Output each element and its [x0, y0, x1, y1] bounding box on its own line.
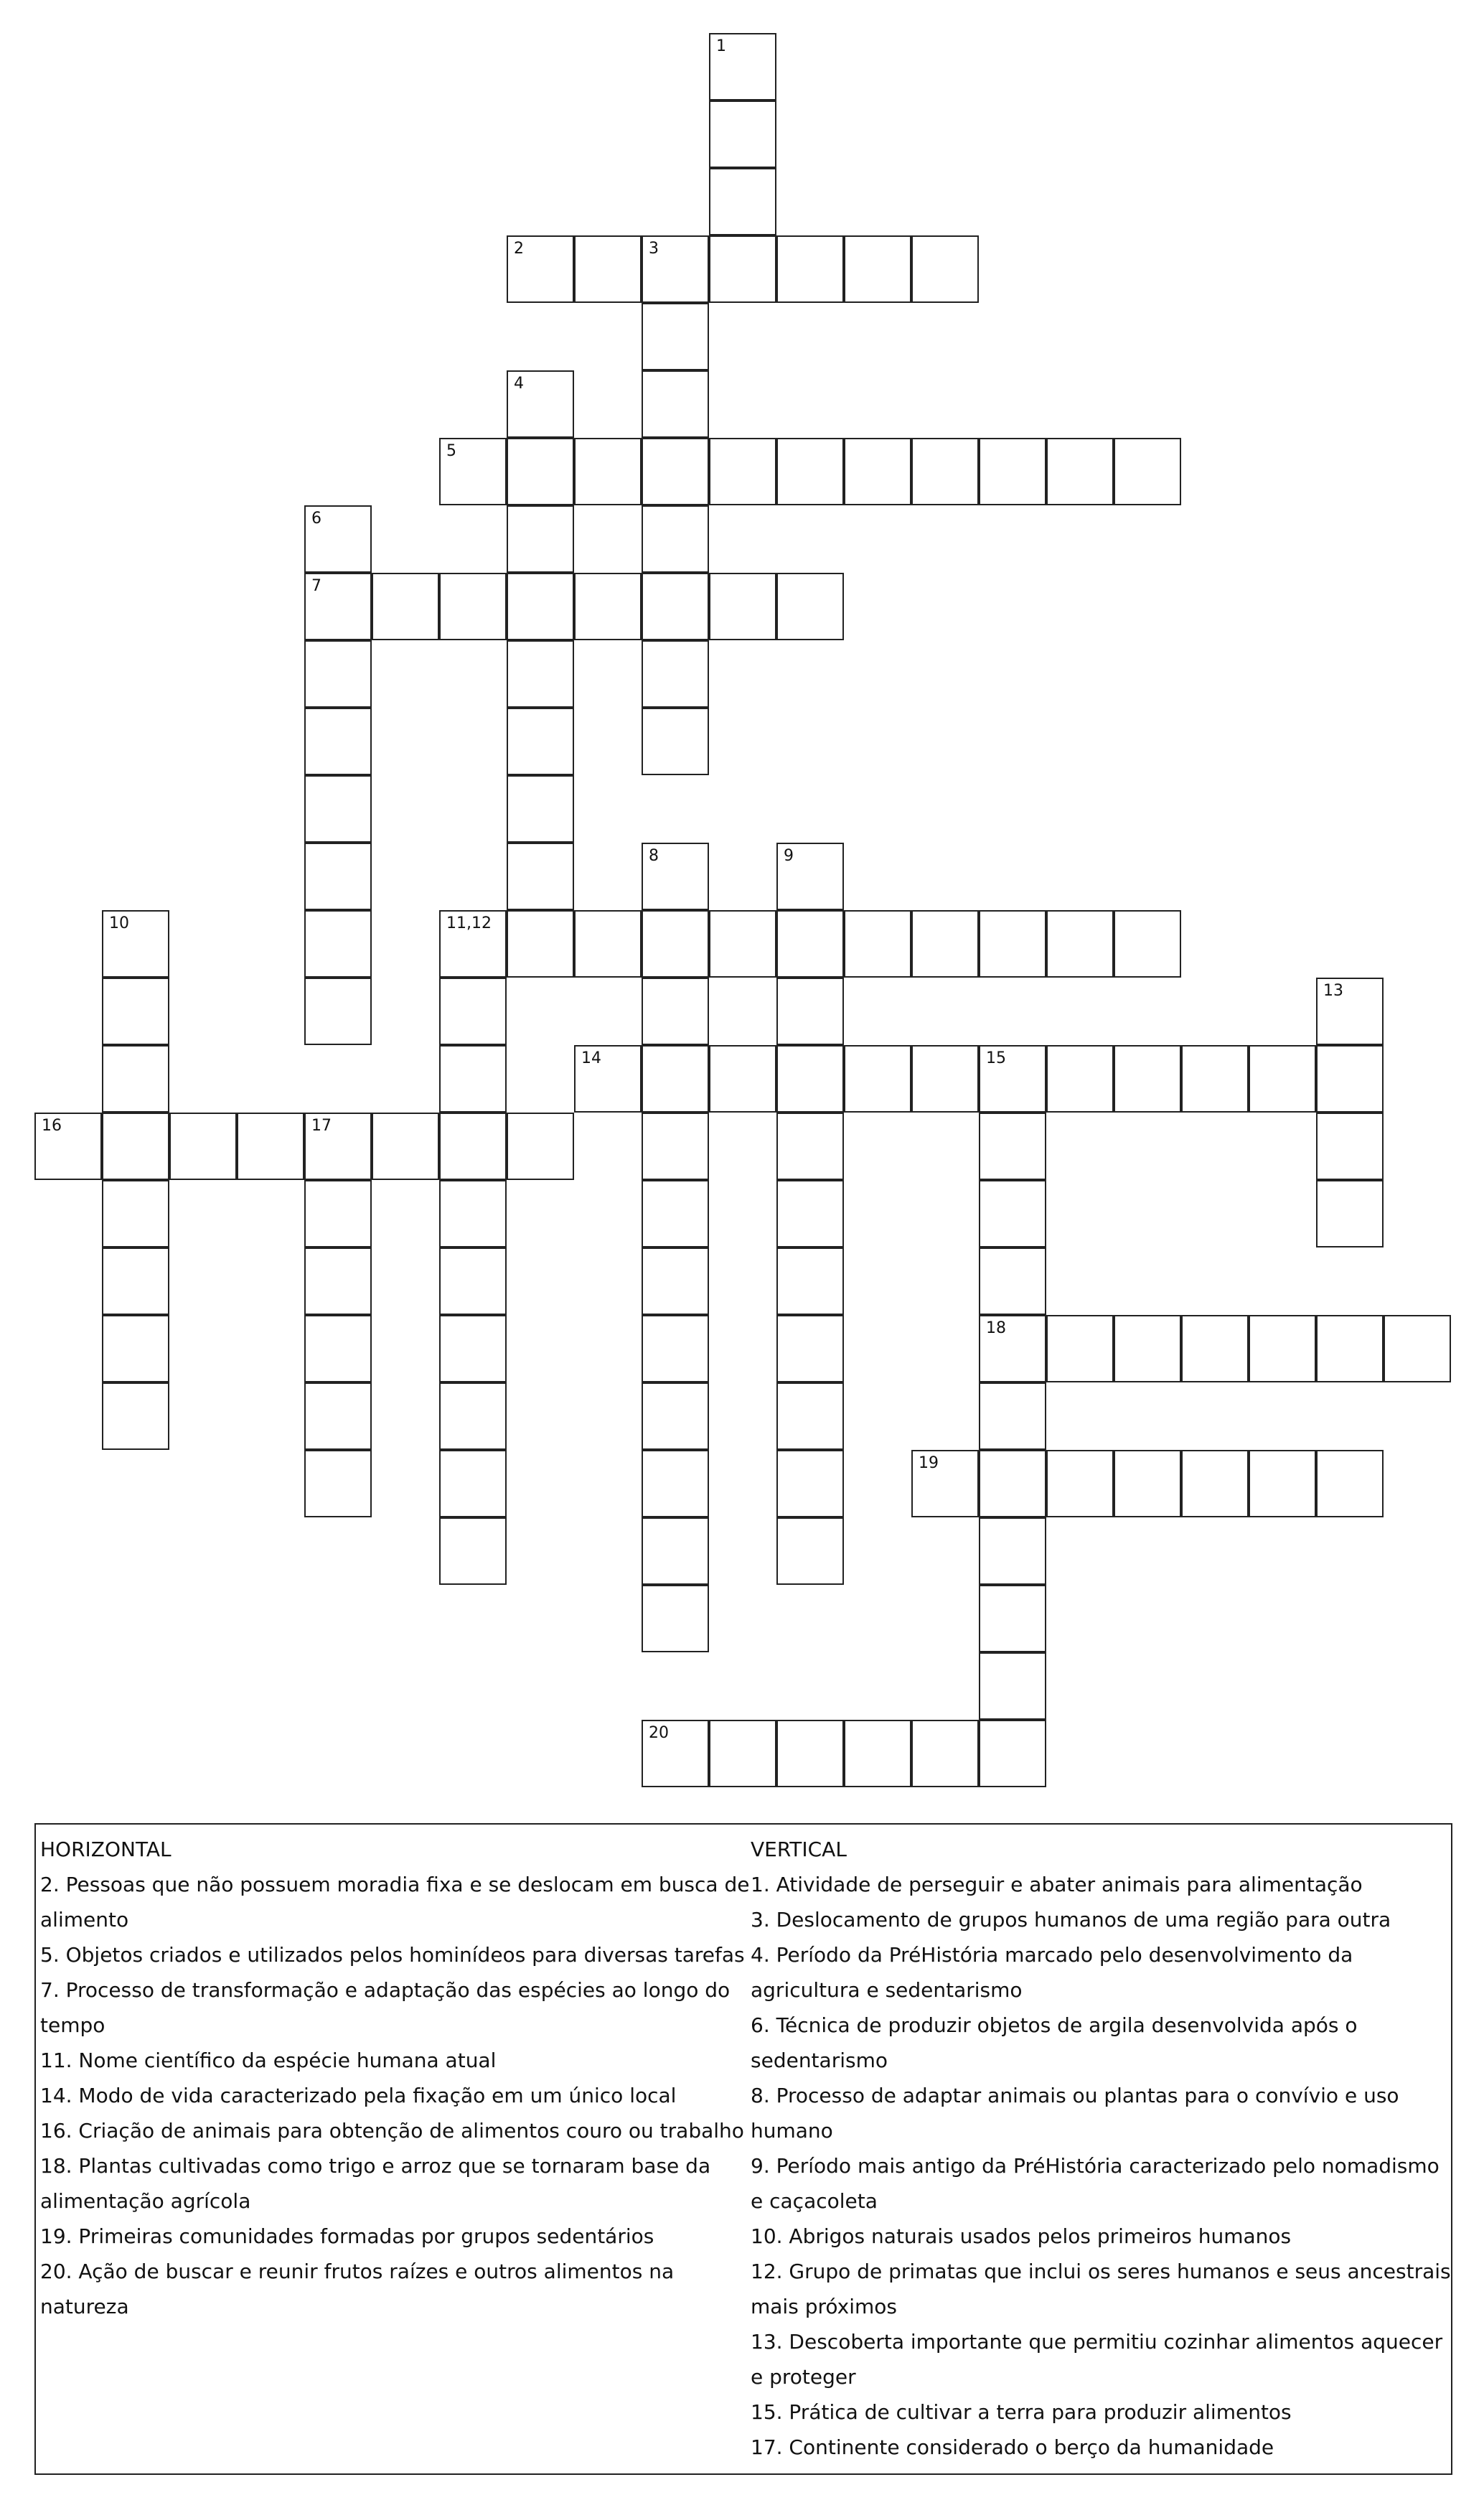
- grid-cell[interactable]: [1114, 1315, 1181, 1382]
- clue-number: 11,12: [446, 914, 492, 932]
- grid-cell[interactable]: [507, 438, 574, 505]
- clue-number: 7: [311, 577, 321, 595]
- grid-cell[interactable]: [1249, 1315, 1316, 1382]
- grid-cell[interactable]: [1316, 1450, 1384, 1517]
- clue-number: 13: [1323, 982, 1343, 1000]
- clue-item: 8. Processo de adaptar animais ou plantas para o convívio e uso humano: [751, 2084, 1399, 2143]
- clue-item: 17. Continente considerado o berço da humanidade: [751, 2435, 1274, 2459]
- horizontal-clues: [40, 1832, 751, 2324]
- grid-cell[interactable]: [507, 573, 574, 640]
- clue-number: 6: [311, 510, 321, 528]
- grid-cell[interactable]: [439, 573, 507, 640]
- grid-cell[interactable]: [642, 370, 709, 438]
- grid-cell[interactable]: [709, 438, 776, 505]
- grid-cell[interactable]: [776, 1315, 844, 1382]
- clue-item: 11. Nome científico da espécie humana atual: [40, 2049, 497, 2072]
- grid-cell[interactable]: [709, 1045, 776, 1113]
- grid-cell[interactable]: [642, 573, 709, 640]
- grid-cell[interactable]: [776, 573, 844, 640]
- clue-item: 2. Pessoas que não possuem moradia fixa e se deslocam em busca de alimento: [40, 1873, 750, 1932]
- grid-cell[interactable]: [439, 1450, 507, 1517]
- grid-cell[interactable]: [1046, 1045, 1114, 1113]
- grid-cell[interactable]: [507, 505, 574, 573]
- grid-cell[interactable]: [979, 1652, 1046, 1720]
- grid-cell[interactable]: [304, 843, 372, 910]
- clue-number: 9: [784, 847, 794, 865]
- grid-cell[interactable]: [844, 910, 911, 978]
- grid-cell[interactable]: [776, 978, 844, 1045]
- grid-cell[interactable]: [642, 1585, 709, 1652]
- grid-cell[interactable]: [979, 910, 1046, 978]
- clue-item: 6. Técnica de produzir objetos de argila desenvolvida após o sedentarismo: [751, 2013, 1358, 2072]
- grid-cell[interactable]: [34, 1113, 102, 1180]
- grid-cell[interactable]: [776, 1045, 844, 1113]
- grid-cell[interactable]: [507, 775, 574, 843]
- grid-cell[interactable]: [304, 978, 372, 1045]
- clue-item: 1. Atividade de perseguir e abater animais para alimentação: [751, 1873, 1363, 1896]
- vertical-clue-list: [751, 1867, 1451, 2465]
- clue-number: 1: [716, 37, 726, 55]
- grid-cell[interactable]: [169, 1113, 237, 1180]
- grid-cell[interactable]: [304, 1113, 372, 1180]
- grid-cell[interactable]: [709, 33, 776, 100]
- grid-cell[interactable]: [911, 438, 979, 505]
- grid-cell[interactable]: [642, 640, 709, 708]
- grid-cell[interactable]: [237, 1113, 304, 1180]
- grid-cell[interactable]: [1316, 1315, 1384, 1382]
- grid-cell[interactable]: [439, 910, 507, 978]
- grid-cell[interactable]: [304, 1247, 372, 1315]
- clue-number: 5: [446, 442, 456, 460]
- clue-item: 3. Deslocamento de grupos humanos de uma região para outra: [751, 1908, 1391, 1932]
- clue-number: 17: [311, 1117, 332, 1135]
- clue-item: 19. Primeiras comunidades formadas por grupos sedentários: [40, 2224, 654, 2248]
- grid-cell[interactable]: [1384, 1315, 1451, 1382]
- grid-cell[interactable]: [1316, 1113, 1384, 1180]
- grid-cell[interactable]: [1046, 910, 1114, 978]
- grid-cell[interactable]: [776, 1720, 844, 1787]
- grid-cell[interactable]: [642, 1247, 709, 1315]
- grid-cell[interactable]: [574, 573, 642, 640]
- grid-cell[interactable]: [709, 1720, 776, 1787]
- grid-cell[interactable]: [642, 708, 709, 775]
- grid-cell[interactable]: [439, 1247, 507, 1315]
- grid-cell[interactable]: [1114, 438, 1181, 505]
- grid-cell[interactable]: [507, 1113, 574, 1180]
- grid-cell[interactable]: [1046, 438, 1114, 505]
- grid-cell[interactable]: [642, 505, 709, 573]
- grid-cell[interactable]: [304, 1180, 372, 1247]
- horizontal-clue-list: [40, 1867, 751, 2324]
- clue-number: 8: [649, 847, 659, 865]
- grid-cell[interactable]: [709, 235, 776, 303]
- clue-item: 18. Plantas cultivadas como trigo e arroz que se tornaram base da alimentação agrícola: [40, 2154, 711, 2213]
- grid-cell[interactable]: [439, 1045, 507, 1113]
- grid-cell[interactable]: [574, 1045, 642, 1113]
- grid-cell[interactable]: [304, 1315, 372, 1382]
- grid-cell[interactable]: [776, 1517, 844, 1585]
- grid-cell[interactable]: [844, 1045, 911, 1113]
- grid-cell[interactable]: [776, 1382, 844, 1450]
- clue-number: 19: [919, 1454, 939, 1472]
- grid-cell[interactable]: [844, 438, 911, 505]
- clue-item: 7. Processo de transformação e adaptação das espécies ao longo do tempo: [40, 1978, 731, 2037]
- grid-cell[interactable]: [642, 910, 709, 978]
- clue-item: 20. Ação de buscar e reunir frutos raízes e outros alimentos na natureza: [40, 2260, 675, 2318]
- grid-cell[interactable]: [574, 235, 642, 303]
- grid-cell[interactable]: [439, 1113, 507, 1180]
- grid-cell[interactable]: [102, 978, 169, 1045]
- grid-cell[interactable]: [642, 1113, 709, 1180]
- grid-cell[interactable]: [1046, 1450, 1114, 1517]
- grid-cell[interactable]: [1316, 1180, 1384, 1247]
- grid-cell[interactable]: [776, 1113, 844, 1180]
- clues-box: [34, 1823, 1452, 2475]
- grid-cell[interactable]: [642, 1517, 709, 1585]
- clue-item: 16. Criação de animais para obtenção de alimentos couro ou trabalho: [40, 2119, 744, 2143]
- grid-cell[interactable]: [304, 1450, 372, 1517]
- grid-cell[interactable]: [507, 843, 574, 910]
- grid-cell[interactable]: [776, 1180, 844, 1247]
- grid-cell[interactable]: [979, 1720, 1046, 1787]
- grid-cell[interactable]: [776, 235, 844, 303]
- grid-cell[interactable]: [979, 1045, 1046, 1113]
- grid-cell[interactable]: [911, 1720, 979, 1787]
- grid-cell[interactable]: [642, 1315, 709, 1382]
- grid-cell[interactable]: [776, 1450, 844, 1517]
- clue-number: 16: [42, 1117, 62, 1135]
- grid-cell[interactable]: [304, 1382, 372, 1450]
- grid-cell[interactable]: [102, 1180, 169, 1247]
- clue-number: 14: [581, 1049, 601, 1067]
- grid-cell[interactable]: [102, 1315, 169, 1382]
- grid-cell[interactable]: [1316, 978, 1384, 1045]
- grid-cell[interactable]: [979, 1585, 1046, 1652]
- grid-cell[interactable]: [507, 910, 574, 978]
- clue-number: 18: [986, 1319, 1006, 1337]
- grid-cell[interactable]: [439, 438, 507, 505]
- grid-cell[interactable]: [304, 505, 372, 573]
- clue-number: 3: [649, 240, 659, 258]
- grid-cell[interactable]: [102, 1113, 169, 1180]
- vertical-title: VERTICAL: [751, 1837, 847, 1861]
- grid-cell[interactable]: [507, 640, 574, 708]
- grid-cell[interactable]: [979, 1113, 1046, 1180]
- grid-cell[interactable]: [776, 1247, 844, 1315]
- grid-cell[interactable]: [439, 1315, 507, 1382]
- grid-cell[interactable]: [102, 1045, 169, 1113]
- grid-cell[interactable]: [304, 910, 372, 978]
- clue-item: 13. Descoberta importante que permitiu cozinhar alimentos aquecer e proteger: [751, 2330, 1443, 2389]
- grid-cell[interactable]: [709, 168, 776, 235]
- horizontal-title: HORIZONTAL: [40, 1837, 172, 1861]
- grid-cell[interactable]: [979, 1180, 1046, 1247]
- grid-cell[interactable]: [642, 1180, 709, 1247]
- clue-item: 12. Grupo de primatas que inclui os seres humanos e seus ancestrais mais próximos: [751, 2260, 1451, 2318]
- grid-cell[interactable]: [102, 1247, 169, 1315]
- clue-item: 14. Modo de vida caracterizado pela fixação em um único local: [40, 2084, 677, 2107]
- grid-cell[interactable]: [642, 303, 709, 370]
- grid-cell[interactable]: [507, 708, 574, 775]
- grid-cell[interactable]: [776, 438, 844, 505]
- grid-cell[interactable]: [1114, 1045, 1181, 1113]
- grid-cell[interactable]: [439, 1382, 507, 1450]
- grid-cell[interactable]: [304, 640, 372, 708]
- grid-cell[interactable]: [979, 1247, 1046, 1315]
- grid-cell[interactable]: [844, 235, 911, 303]
- clue-number: 10: [109, 914, 129, 932]
- clue-item: 10. Abrigos naturais usados pelos primeiros humanos: [751, 2224, 1292, 2248]
- grid-cell[interactable]: [1181, 1450, 1249, 1517]
- clue-number: 15: [986, 1049, 1006, 1067]
- grid-cell[interactable]: [642, 978, 709, 1045]
- clue-number: 20: [649, 1724, 669, 1742]
- grid-cell[interactable]: [642, 438, 709, 505]
- grid-cell[interactable]: [911, 1045, 979, 1113]
- vertical-clues: [751, 1832, 1451, 2465]
- grid-cell[interactable]: [102, 1382, 169, 1450]
- grid-cell[interactable]: [372, 573, 439, 640]
- clue-number: 4: [514, 375, 524, 393]
- grid-cell[interactable]: [1181, 1045, 1249, 1113]
- grid-cell[interactable]: [102, 910, 169, 978]
- grid-cell[interactable]: [1114, 1450, 1181, 1517]
- grid-cell[interactable]: [642, 235, 709, 303]
- grid-cell[interactable]: [439, 978, 507, 1045]
- grid-cell[interactable]: [507, 370, 574, 438]
- grid-cell[interactable]: [1181, 1315, 1249, 1382]
- grid-cell[interactable]: [709, 573, 776, 640]
- grid-cell[interactable]: [1316, 1045, 1384, 1113]
- grid-cell[interactable]: [642, 1045, 709, 1113]
- clue-item: 9. Período mais antigo da PréHistória caracterizado pelo nomadismo e caçacoleta: [751, 2154, 1440, 2213]
- grid-cell[interactable]: [642, 1382, 709, 1450]
- clue-item: 5. Objetos criados e utilizados pelos hominídeos para diversas tarefas: [40, 1943, 745, 1967]
- grid-cell[interactable]: [979, 1315, 1046, 1382]
- grid-cell[interactable]: [979, 1382, 1046, 1450]
- grid-cell[interactable]: [776, 843, 844, 910]
- grid-cell[interactable]: [439, 1180, 507, 1247]
- grid-cell[interactable]: [709, 910, 776, 978]
- grid-cell[interactable]: [979, 438, 1046, 505]
- grid-cell[interactable]: [911, 1450, 979, 1517]
- clue-item: 15. Prática de cultivar a terra para produzir alimentos: [751, 2400, 1292, 2424]
- grid-cell[interactable]: [642, 1720, 709, 1787]
- grid-cell[interactable]: [439, 1517, 507, 1585]
- grid-cell[interactable]: [1249, 1045, 1316, 1113]
- grid-cell[interactable]: [844, 1720, 911, 1787]
- grid-cell[interactable]: [1114, 910, 1181, 978]
- grid-cell[interactable]: [642, 1450, 709, 1517]
- grid-cell[interactable]: [304, 573, 372, 640]
- grid-cell[interactable]: [979, 1517, 1046, 1585]
- grid-cell[interactable]: [574, 910, 642, 978]
- grid-cell[interactable]: [304, 708, 372, 775]
- grid-cell[interactable]: [911, 235, 979, 303]
- grid-cell[interactable]: [642, 843, 709, 910]
- grid-cell[interactable]: [1046, 1315, 1114, 1382]
- clue-item: 4. Período da PréHistória marcado pelo desenvolvimento da agricultura e sedentarismo: [751, 1943, 1353, 2002]
- grid-cell[interactable]: [776, 910, 844, 978]
- grid-cell[interactable]: [574, 438, 642, 505]
- grid-cell[interactable]: [979, 1450, 1046, 1517]
- grid-cell[interactable]: [507, 235, 574, 303]
- grid-cell[interactable]: [911, 910, 979, 978]
- grid-cell[interactable]: [1249, 1450, 1316, 1517]
- grid-cell[interactable]: [709, 100, 776, 168]
- grid-cell[interactable]: [372, 1113, 439, 1180]
- clue-number: 2: [514, 240, 524, 258]
- grid-cell[interactable]: [304, 775, 372, 843]
